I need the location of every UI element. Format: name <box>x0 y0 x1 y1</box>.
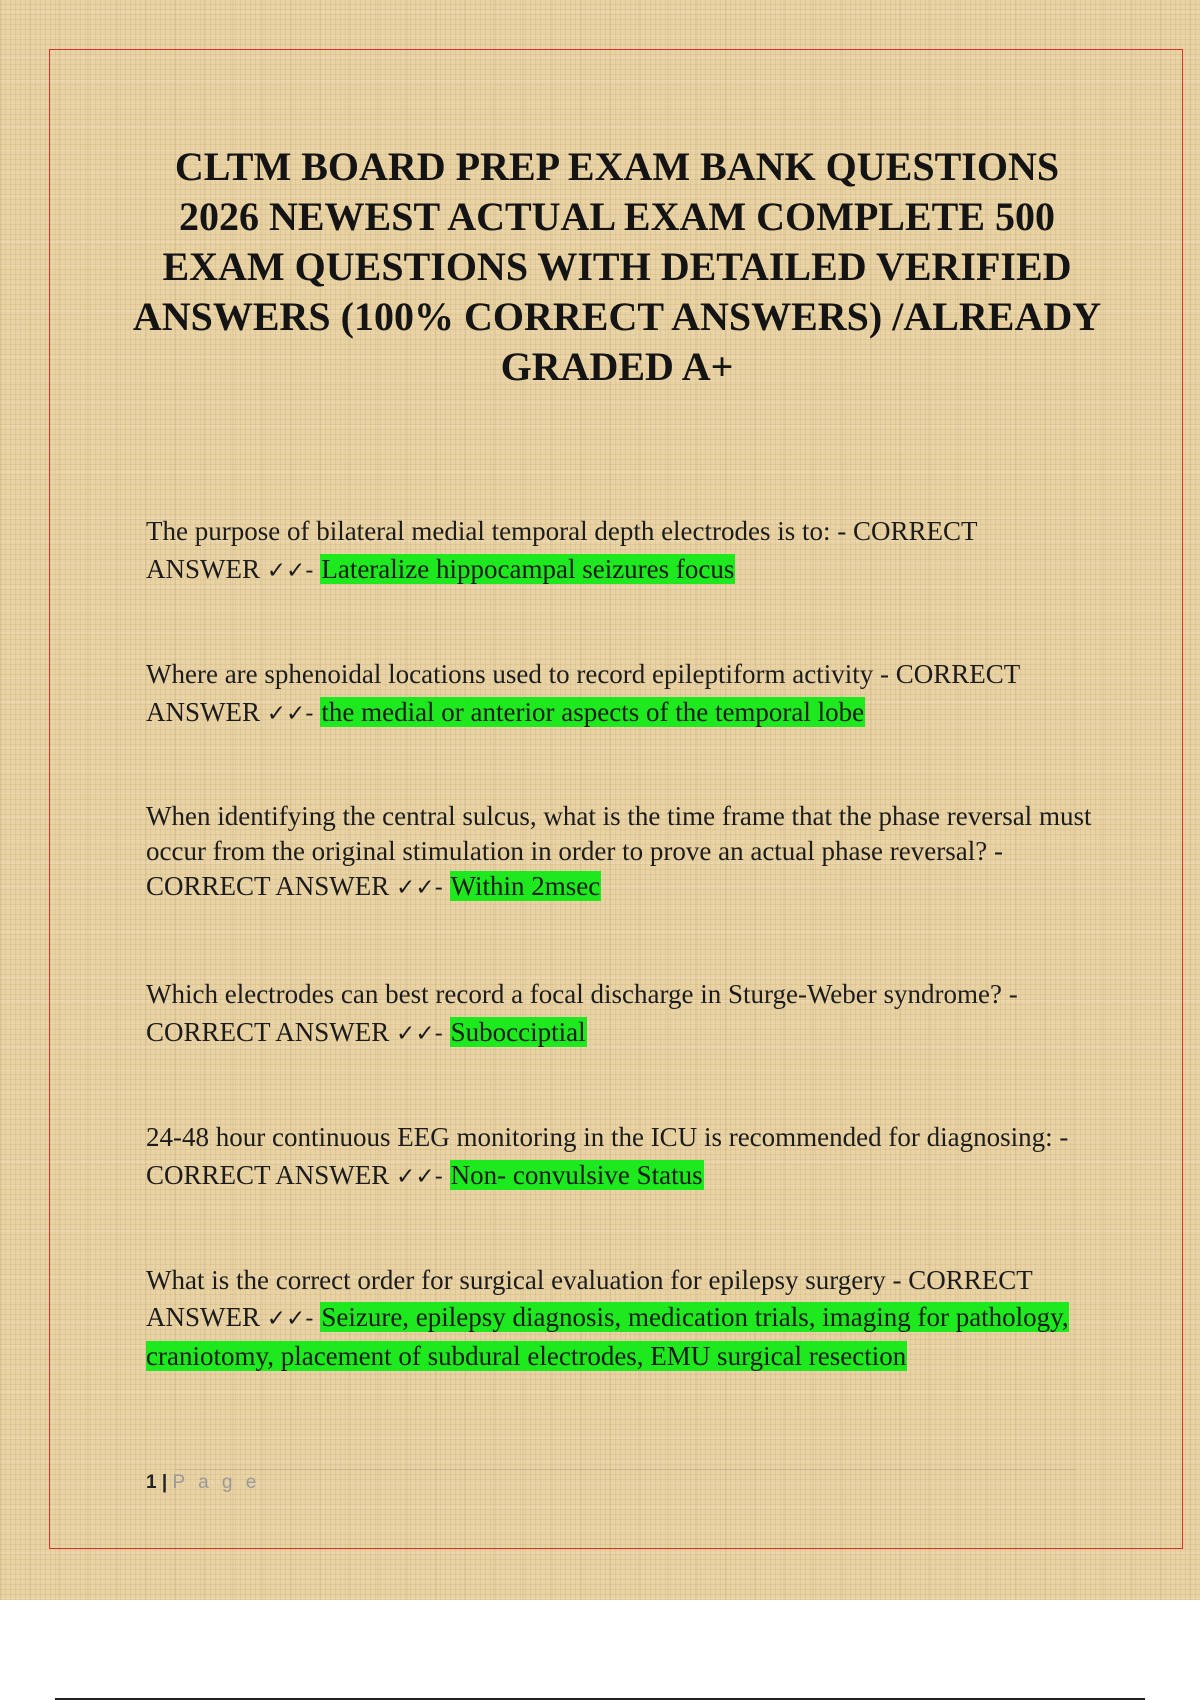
question-text: When identifying the central sulcus, what is the time frame that the phase reversal must occur from the original stimulation in order to prove an actual phase reversal? <box>146 801 1092 866</box>
check-marks-icon: ✓✓- <box>266 1306 314 1332</box>
answer-marker: - CORRECT ANSWER <box>146 659 1020 727</box>
qa-item-3 <box>146 799 1096 906</box>
question-text: 24-48 hour continuous EEG monitoring in the ICU is recommended for diagnosing: <box>146 1122 1053 1152</box>
qa-item-4 <box>146 975 1096 1053</box>
answer-marker: - CORRECT ANSWER <box>146 1265 1033 1332</box>
answer-marker: - CORRECT ANSWER <box>146 979 1018 1047</box>
answer-highlight: the medial or anterior aspects of the temporal lobe <box>321 697 865 727</box>
answer-highlight: Non- convulsive Status <box>450 1160 703 1190</box>
question-text: Where are sphenoidal locations used to record epileptiform activity <box>146 659 874 689</box>
answer-marker: - CORRECT ANSWER <box>146 836 1003 901</box>
check-marks-icon: ✓✓- <box>396 1021 443 1047</box>
qa-item-1 <box>146 512 1096 590</box>
answer-highlight: Seizure, epilepsy diagnosis, medication trials, imaging for pathology, craniotomy, placement of subdural electrodes, EMU surgical resection <box>146 1302 1069 1371</box>
question-text: The purpose of bilateral medial temporal depth electrodes is to: <box>146 516 831 546</box>
page-number: 1 <box>146 1472 157 1493</box>
answer-highlight: Lateralize hippocampal seizures focus <box>321 554 735 584</box>
qa-item-5 <box>146 1118 1096 1196</box>
check-marks-icon: ✓✓- <box>396 875 443 901</box>
answer-marker: - CORRECT ANSWER <box>146 516 978 584</box>
document-title: CLTM BOARD PREP EXAM BANK QUESTIONS 2026 NEWEST ACTUAL EXAM COMPLETE 500 EXAM QUESTIONS WITH DETAILED VERIFIED ANSWERS (100% CORRECT ANSWERS) /ALREADY GRADED A+ <box>132 144 1102 389</box>
answer-highlight: Within 2msec <box>450 871 601 901</box>
page-footer <box>146 1472 260 1494</box>
footer-divider <box>176 1469 1076 1470</box>
page-label: P a g e <box>172 1472 261 1493</box>
footer-separator: | <box>161 1472 168 1493</box>
question-text: What is the correct order for surgical evaluation for epilepsy surgery <box>146 1265 886 1295</box>
check-marks-icon: ✓✓- <box>266 558 314 584</box>
answer-marker: - CORRECT ANSWER <box>146 1122 1069 1190</box>
question-text: Which electrodes can best record a focal discharge in Sturge-Weber syndrome? <box>146 979 1002 1009</box>
qa-item-2 <box>146 655 1096 733</box>
check-marks-icon: ✓✓- <box>266 701 314 727</box>
answer-highlight: Subocciptial <box>450 1017 586 1047</box>
check-marks-icon: ✓✓- <box>396 1164 443 1190</box>
qa-item-6 <box>146 1262 1096 1375</box>
